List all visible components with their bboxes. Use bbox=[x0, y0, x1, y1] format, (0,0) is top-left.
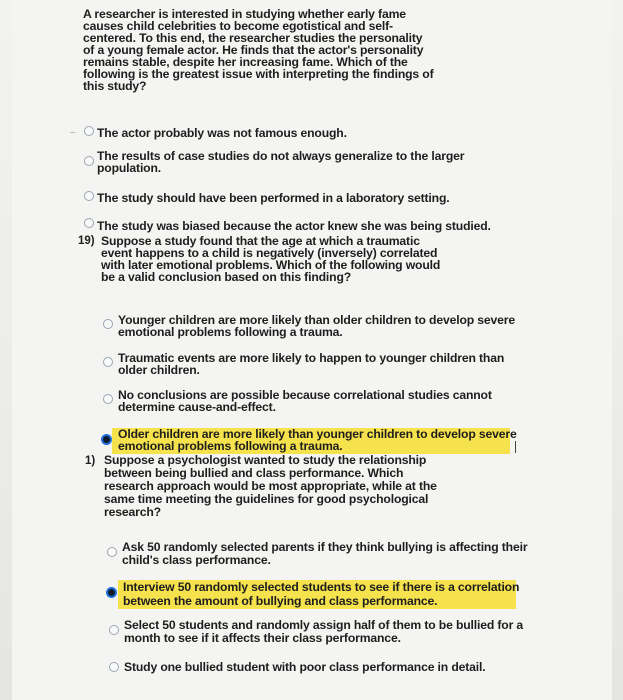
text-cursor bbox=[515, 441, 516, 453]
option-label-selected[interactable]: Interview 50 randomly selected students to see if there is a correlation bbox=[123, 580, 520, 594]
option-label[interactable]: The results of case studies do not always generalize to the larger bbox=[97, 149, 465, 163]
stem-line: between being bullied and class performance. Which bbox=[104, 466, 404, 480]
stem-line: of a young female actor. He finds that the actor's personality bbox=[83, 43, 424, 57]
option-label[interactable]: population. bbox=[97, 161, 162, 175]
option-label[interactable]: Study one bullied student with poor class performance in detail. bbox=[124, 660, 486, 674]
option-label[interactable]: older children. bbox=[118, 363, 200, 377]
option-label[interactable]: Ask 50 randomly selected parents if they think bullying is affecting their bbox=[122, 540, 528, 554]
stem-line: with later emotional problems. Which of the following would bbox=[101, 258, 441, 272]
stem-line: research? bbox=[104, 505, 161, 519]
stem-line: be a valid conclusion based on this finding? bbox=[101, 270, 352, 284]
stem-line: following is the greatest issue with interpreting the findings of bbox=[83, 67, 434, 81]
option-label-selected[interactable]: Older children are more likely than younger children to develop severe bbox=[118, 427, 517, 441]
option-label[interactable]: Traumatic events are more likely to happen to younger children than bbox=[118, 351, 505, 365]
question-number: 19) bbox=[78, 235, 95, 247]
stem-line: this study? bbox=[83, 79, 147, 93]
option-label[interactable]: The study was biased because the actor knew she was being studied. bbox=[97, 219, 491, 233]
radio-option[interactable] bbox=[103, 319, 113, 329]
option-label[interactable]: emotional problems following a trauma. bbox=[118, 325, 343, 339]
radio-option[interactable] bbox=[107, 547, 117, 557]
radio-option[interactable] bbox=[103, 357, 113, 367]
radio-option-selected[interactable] bbox=[101, 434, 112, 445]
option-label-selected[interactable]: emotional problems following a trauma. bbox=[118, 439, 343, 453]
radio-option[interactable] bbox=[84, 156, 94, 166]
radio-option[interactable] bbox=[109, 662, 119, 672]
radio-option[interactable] bbox=[84, 126, 94, 136]
stem-line: A researcher is interested in studying whether early fame bbox=[83, 7, 406, 21]
stem-line: same time meeting the guidelines for good psychological bbox=[104, 492, 429, 506]
radio-option-selected[interactable] bbox=[106, 587, 117, 598]
radio-option[interactable] bbox=[109, 625, 119, 635]
option-label[interactable]: No conclusions are possible because correlational studies cannot bbox=[118, 388, 492, 402]
option-label[interactable]: The actor probably was not famous enough. bbox=[97, 126, 347, 140]
option-label[interactable]: The study should have been performed in a laboratory setting. bbox=[97, 191, 450, 205]
option-label[interactable]: child's class performance. bbox=[122, 553, 271, 567]
option-label-selected[interactable]: between the amount of bullying and class performance. bbox=[123, 594, 438, 608]
stem-line: remains stable, despite her increasing fame. Which of the bbox=[83, 55, 408, 69]
stem-line: event happens to a child is negatively (inversely) correlated bbox=[101, 246, 438, 260]
stem-line: centered. To this end, the researcher studies the personality bbox=[83, 31, 423, 45]
divider bbox=[70, 132, 75, 133]
option-label[interactable]: determine cause-and-effect. bbox=[118, 400, 276, 414]
option-label[interactable]: Younger children are more likely than older children to develop severe bbox=[118, 313, 516, 327]
radio-option[interactable] bbox=[103, 394, 113, 404]
stem-line: causes child celebrities to become egotistical and self- bbox=[83, 19, 393, 33]
radio-option[interactable] bbox=[84, 218, 94, 228]
question-number: 1) bbox=[85, 455, 96, 467]
stem-line: Suppose a study found that the age at which a traumatic bbox=[101, 234, 420, 248]
option-label[interactable]: Select 50 students and randomly assign half of them to be bullied for a bbox=[124, 618, 524, 632]
radio-option[interactable] bbox=[84, 191, 94, 201]
option-label[interactable]: month to see if it affects their class performance. bbox=[124, 631, 401, 645]
stem-line: research approach would be most appropriate, while at the bbox=[104, 479, 437, 493]
stem-line: Suppose a psychologist wanted to study the relationship bbox=[104, 453, 427, 467]
